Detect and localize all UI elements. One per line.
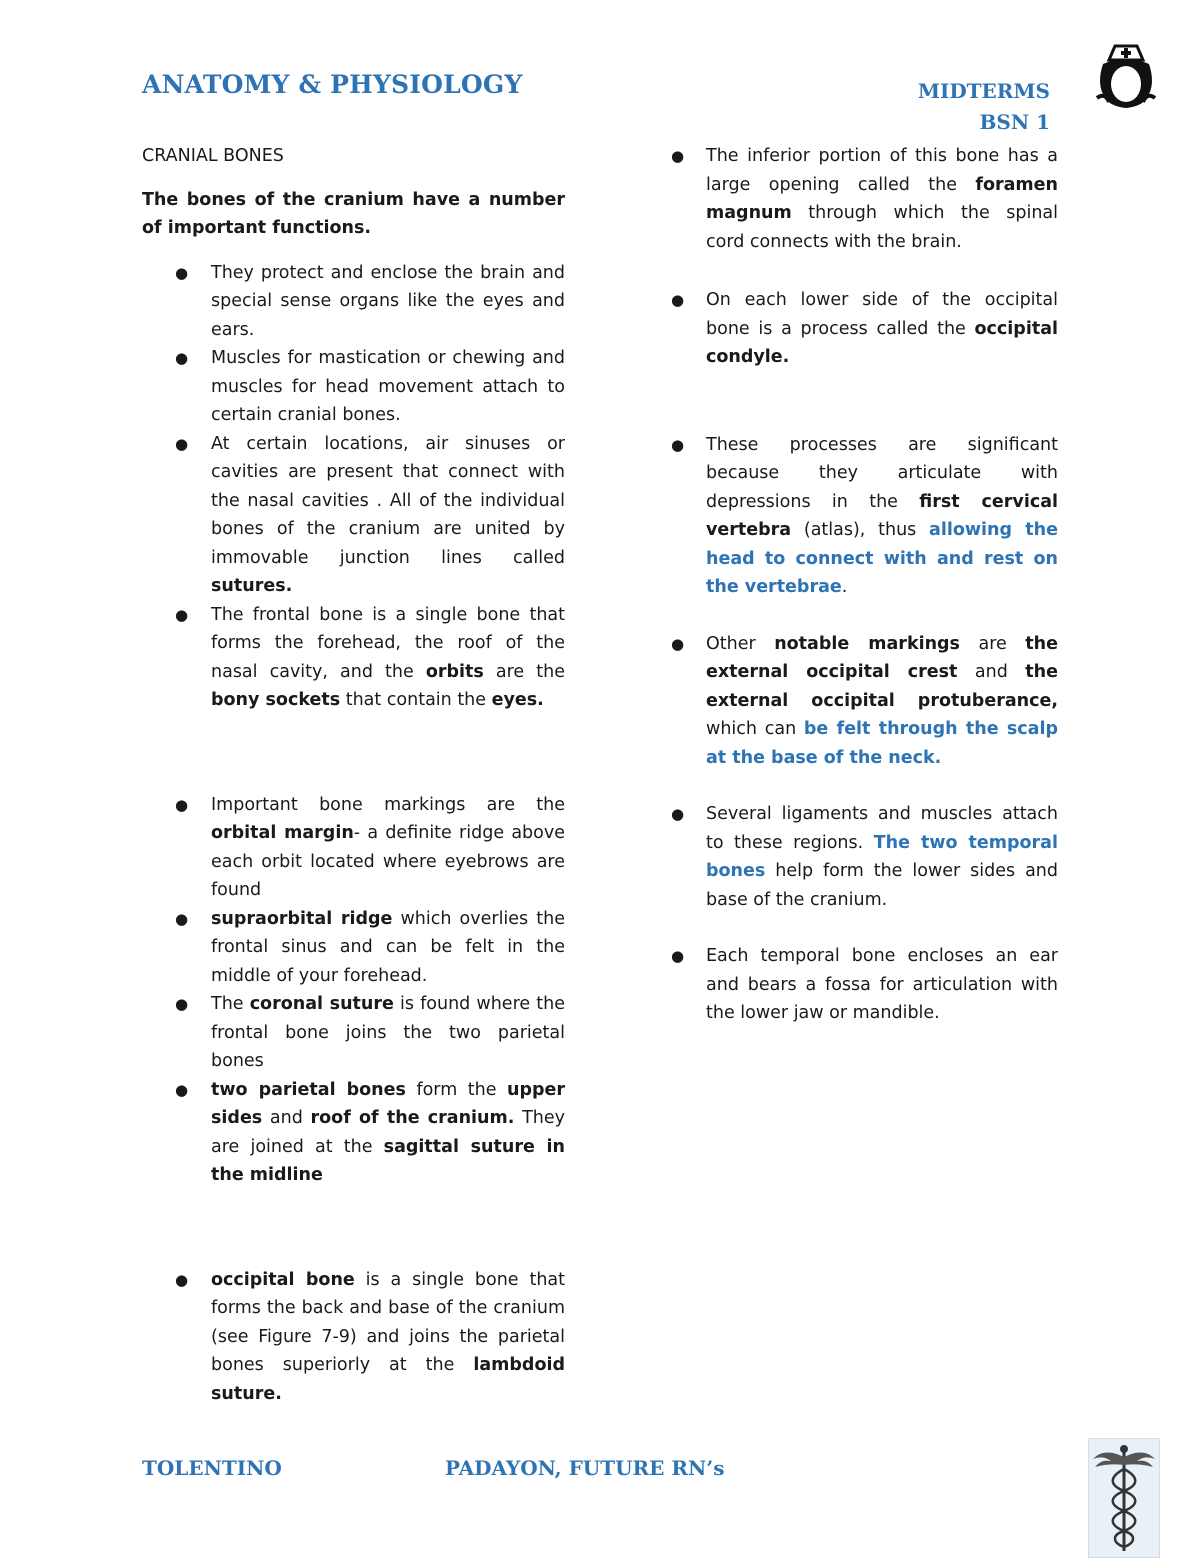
- footer-author: TOLENTINO: [142, 1456, 282, 1480]
- list-item: [668, 431, 1058, 602]
- text-run: be felt through the scalp at the base of the neck.: [706, 719, 1058, 768]
- text-run: notable markings: [774, 633, 960, 654]
- list-item-text: [706, 634, 1058, 768]
- text-run: are: [959, 633, 1026, 654]
- bullet-icon: ●: [175, 1270, 189, 1289]
- text-run: lambdoid suture.: [211, 1355, 565, 1404]
- text-run: is found where the frontal bone joins the two parietal bones: [211, 994, 566, 1071]
- bullet-icon: ●: [175, 349, 189, 367]
- text-run: Other: [706, 633, 775, 654]
- list-item-text: [211, 263, 565, 340]
- intro-paragraph: The bones of the cranium have a number of important functions.: [142, 189, 565, 238]
- term-label: MIDTERMS: [917, 79, 1050, 103]
- text-run: orbital margin: [211, 823, 354, 843]
- list-item: [142, 1076, 565, 1190]
- list-item-text: [211, 605, 565, 711]
- right-bullet-list: [668, 142, 1058, 1028]
- list-item-text: [211, 434, 565, 597]
- list-item: [142, 344, 565, 430]
- text-run: - a definite ridge above each orbit located where eyebrows are found: [211, 823, 565, 900]
- list-item-text: [706, 946, 1058, 1023]
- text-run: They protect and enclose the brain and special sense organs like the eyes and ears.: [211, 262, 565, 340]
- level-label: BSN 1: [979, 110, 1050, 134]
- text-run: foramen magnum: [706, 174, 1058, 223]
- list-item-text: [211, 1270, 565, 1404]
- text-run: the external occipital protuberance,: [706, 662, 1058, 711]
- text-run: At certain locations, air sinuses or cavities are present that connect with the nasal cavities . All of the individual bones of the cranium are united by immovable junction lines called: [211, 433, 565, 568]
- bullet-icon: ●: [175, 263, 189, 282]
- text-run: The: [211, 994, 250, 1014]
- text-run: through which the spinal cord connects with the brain.: [706, 203, 1058, 252]
- text-run: sutures.: [211, 576, 293, 596]
- list-item: [668, 286, 1058, 372]
- text-run: the external occipital crest: [706, 633, 1058, 682]
- text-run: first cervical vertebra: [706, 491, 1058, 540]
- text-run: and: [957, 662, 1026, 682]
- left-column: [142, 142, 565, 1408]
- text-run: Several ligaments and muscles attach to these regions.: [706, 804, 1058, 853]
- list-item: [668, 630, 1058, 773]
- text-run: bony sockets: [211, 690, 341, 710]
- header-right: [918, 76, 1050, 138]
- text-run: The two temporal bones: [706, 832, 1058, 881]
- text-run: is a single bone that forms the back and base of the cranium (see Figure 7-9) and joins the parietal bones superiorly at the: [211, 1269, 565, 1375]
- nurse-cap-icon: [1095, 42, 1157, 112]
- text-run: These processes are significant because they articulate with depressions in the: [706, 434, 1058, 512]
- page-title: ANATOMY & PHYSIOLOGY: [142, 70, 523, 99]
- list-item: [142, 259, 565, 345]
- list-item: [668, 942, 1058, 1028]
- text-run: Important bone markings are the: [211, 794, 565, 815]
- bullet-icon: ●: [671, 291, 685, 309]
- right-column: [668, 142, 1058, 1028]
- text-run: two parietal bones: [211, 1079, 406, 1100]
- text-run: .: [841, 577, 848, 597]
- list-item: [668, 800, 1058, 914]
- text-run: Muscles for mastication or chewing and muscles for head movement attach to certain cranial bones.: [211, 348, 565, 425]
- list-item-text: [211, 795, 565, 901]
- caduceus-icon: [1088, 1438, 1160, 1558]
- bullet-icon: ●: [175, 605, 189, 624]
- list-item-text: [211, 348, 565, 425]
- text-run: eyes.: [491, 690, 544, 710]
- list-item-text: [211, 909, 565, 986]
- text-run: allowing the head to connect with and rest on the vertebrae: [706, 520, 1059, 597]
- footer-motto: PADAYON, FUTURE RN’s: [445, 1456, 725, 1480]
- text-run: occipital condyle.: [706, 318, 1058, 367]
- bullet-icon: ●: [175, 995, 189, 1013]
- text-run: Each temporal bone encloses an ear and bears a fossa for articulation with the lower jaw or mandible.: [706, 946, 1058, 1023]
- list-item: [142, 430, 565, 601]
- section-title: CRANIAL BONES: [142, 146, 284, 166]
- list-item-text: [706, 804, 1058, 910]
- list-item: [142, 990, 565, 1076]
- text-run: that contain the: [340, 690, 492, 710]
- text-run: which overlies the frontal sinus and can be felt in the middle of your forehead.: [211, 908, 565, 986]
- list-item: [142, 791, 565, 905]
- text-run: occipital bone: [211, 1269, 355, 1290]
- list-item: [142, 905, 565, 991]
- bullet-icon: ●: [671, 147, 685, 165]
- text-run: roof of the cranium.: [310, 1108, 515, 1128]
- list-item-text: [706, 435, 1058, 598]
- text-run: (atlas), thus: [791, 520, 930, 540]
- text-run: orbits: [425, 661, 484, 682]
- bullet-icon: ●: [175, 1080, 189, 1099]
- text-run: help form the lower sides and base of the cranium.: [706, 861, 1058, 910]
- left-bullet-list: [142, 259, 565, 1409]
- text-run: and: [262, 1108, 311, 1128]
- bullet-icon: ●: [175, 795, 189, 814]
- list-item-text: [211, 1080, 565, 1186]
- list-item: [142, 601, 565, 715]
- text-run: form the: [405, 1079, 507, 1100]
- text-run: which can: [706, 719, 804, 739]
- text-run: are the: [483, 661, 565, 682]
- list-item: [142, 1266, 565, 1409]
- bullet-icon: ●: [671, 634, 685, 653]
- list-item-text: [706, 146, 1058, 252]
- bullet-icon: ●: [671, 435, 685, 454]
- bullet-icon: ●: [671, 947, 685, 965]
- text-run: On each lower side of the occipital bone is a process called the: [706, 290, 1058, 339]
- bullet-icon: ●: [175, 909, 189, 928]
- list-item-text: [211, 994, 565, 1071]
- list-item: [668, 142, 1058, 256]
- text-run: sagittal suture in the midline: [211, 1136, 565, 1185]
- bullet-icon: ●: [175, 434, 189, 453]
- text-run: The frontal bone is a single bone that forms the forehead, the roof of the nasal cavity, and the: [211, 604, 565, 682]
- list-item-text: [706, 290, 1058, 367]
- text-run: coronal suture: [249, 994, 394, 1014]
- text-run: supraorbital ridge: [211, 908, 393, 929]
- bullet-icon: ●: [671, 805, 685, 823]
- text-run: The inferior portion of this bone has a large opening called the: [706, 146, 1058, 195]
- text-run: They are joined at the: [211, 1108, 565, 1157]
- text-run: upper sides: [211, 1079, 565, 1128]
